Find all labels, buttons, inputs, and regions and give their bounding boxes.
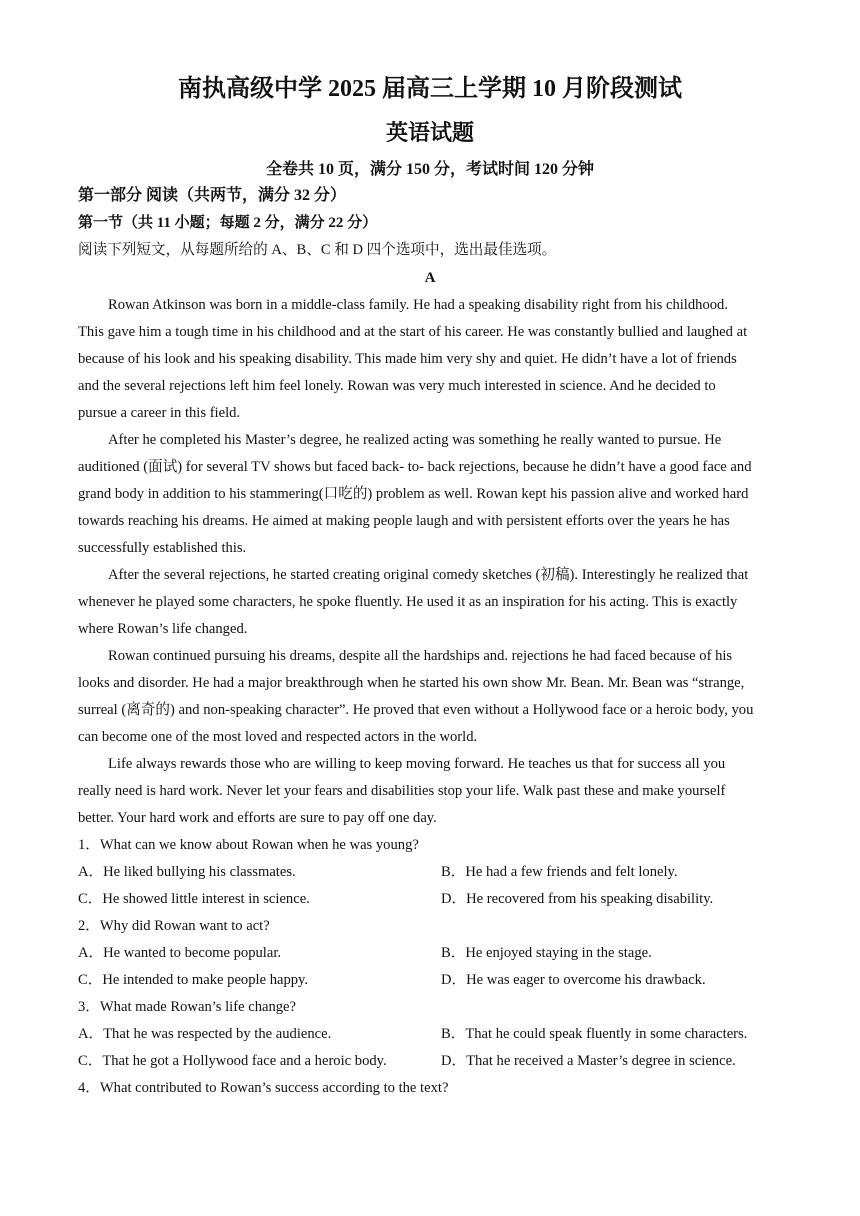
- option-a: A．He liked bullying his classmates.: [78, 864, 296, 880]
- passage-letter: A: [424, 270, 436, 286]
- question-stem: 4．What contributed to Rowan’s success according to the text?: [78, 1080, 449, 1096]
- subsection-heading: 第一节（共 11 小题；每题 2 分，满分 22 分）: [78, 215, 378, 231]
- passage-line: After the several rejections, he started creating original comedy sketches (初稿). Interestingly he realized that: [108, 567, 749, 583]
- option-b: B．He had a few friends and felt lonely.: [441, 864, 678, 880]
- option-d: D．He recovered from his speaking disability.: [441, 891, 714, 907]
- passage-line: looks and disorder. He had a major breakthrough when he started his own show Mr. Bean. Mr. Bean was “strange,: [78, 675, 745, 691]
- passage-line: because of his look and his speaking disability. This made him very shy and quiet. He didn’t have a lot of friends: [78, 351, 737, 367]
- option-d: D．He was eager to overcome his drawback.: [441, 972, 706, 988]
- passage-line: whenever he played some characters, he spoke fluently. He used it as an inspiration for his acting. This is exactly: [78, 594, 738, 610]
- passage-line: where Rowan’s life changed.: [78, 621, 248, 637]
- passage-line: auditioned (面试) for several TV shows but faced back- to- back rejections, because he didn’t have a good face and: [78, 459, 752, 475]
- option-c: C．That he got a Hollywood face and a heroic body.: [78, 1053, 387, 1069]
- passage-line: Rowan continued pursuing his dreams, despite all the hardships and. rejections he had faced because of his: [108, 648, 733, 664]
- question-stem: 1．What can we know about Rowan when he was young?: [78, 837, 419, 853]
- option-c: C．He intended to make people happy.: [78, 972, 309, 988]
- part-heading: 第一部分 阅读（共两节，满分 32 分）: [78, 187, 347, 204]
- question-stem: 3．What made Rowan’s life change?: [78, 999, 297, 1015]
- passage-line: pursue a career in this field.: [78, 405, 241, 421]
- passage-line: really need is hard work. Never let your fears and disabilities stop your life. Walk past these and make yourself: [78, 783, 726, 799]
- exam-subtitle: 英语试题: [385, 120, 474, 145]
- instructions: 阅读下列短文，从每题所给的 A、B、C 和 D 四个选项中，选出最佳选项。: [78, 242, 557, 258]
- passage-line: surreal (离奇的) and non-speaking character”. He proved that even without a Hollywood face or a heroic body, you: [78, 702, 754, 718]
- passage-line: Rowan Atkinson was born in a middle-class family. He had a speaking disability right from his childhood.: [108, 297, 728, 313]
- passage-line: better. Your hard work and efforts are sure to pay off one day.: [78, 810, 437, 826]
- option-d: D．That he received a Master’s degree in science.: [441, 1053, 736, 1069]
- passage-line: grand body in addition to his stammering(口吃的) problem as well. Rowan kept his passion alive and worked hard: [78, 486, 749, 502]
- option-c: C．He showed little interest in science.: [78, 891, 310, 907]
- option-b: B．That he could speak fluently in some characters.: [441, 1026, 748, 1042]
- passage-line: successfully established this.: [78, 540, 247, 556]
- passage-line: can become one of the most loved and respected actors in the world.: [78, 729, 478, 745]
- passage-line: towards reaching his dreams. He aimed at making people laugh and with persistent efforts over the years he has: [78, 513, 730, 529]
- option-b: B．He enjoyed staying in the stage.: [441, 945, 652, 961]
- passage-line: and the several rejections left him feel lonely. Rowan was very much interested in science. And he decided to: [78, 378, 716, 394]
- passage-line: After he completed his Master’s degree, he realized acting was something he really wanted to pursue. He: [108, 432, 722, 448]
- question-stem: 2．Why did Rowan want to act?: [78, 918, 270, 934]
- passage-line: This gave him a tough time in his childhood and at the start of his career. He was constantly bullied and laughed at: [78, 324, 748, 340]
- option-a: A．That he was respected by the audience.: [78, 1026, 332, 1042]
- option-a: A．He wanted to become popular.: [78, 945, 282, 961]
- passage-line: Life always rewards those who are willing to keep moving forward. He teaches us that for success all you: [108, 756, 726, 772]
- exam-meta: 全卷共 10 页，满分 150 分，考试时间 120 分钟: [265, 161, 594, 178]
- exam-title: 南执高级中学 2025 届高三上学期 10 月阶段测试: [178, 76, 682, 102]
